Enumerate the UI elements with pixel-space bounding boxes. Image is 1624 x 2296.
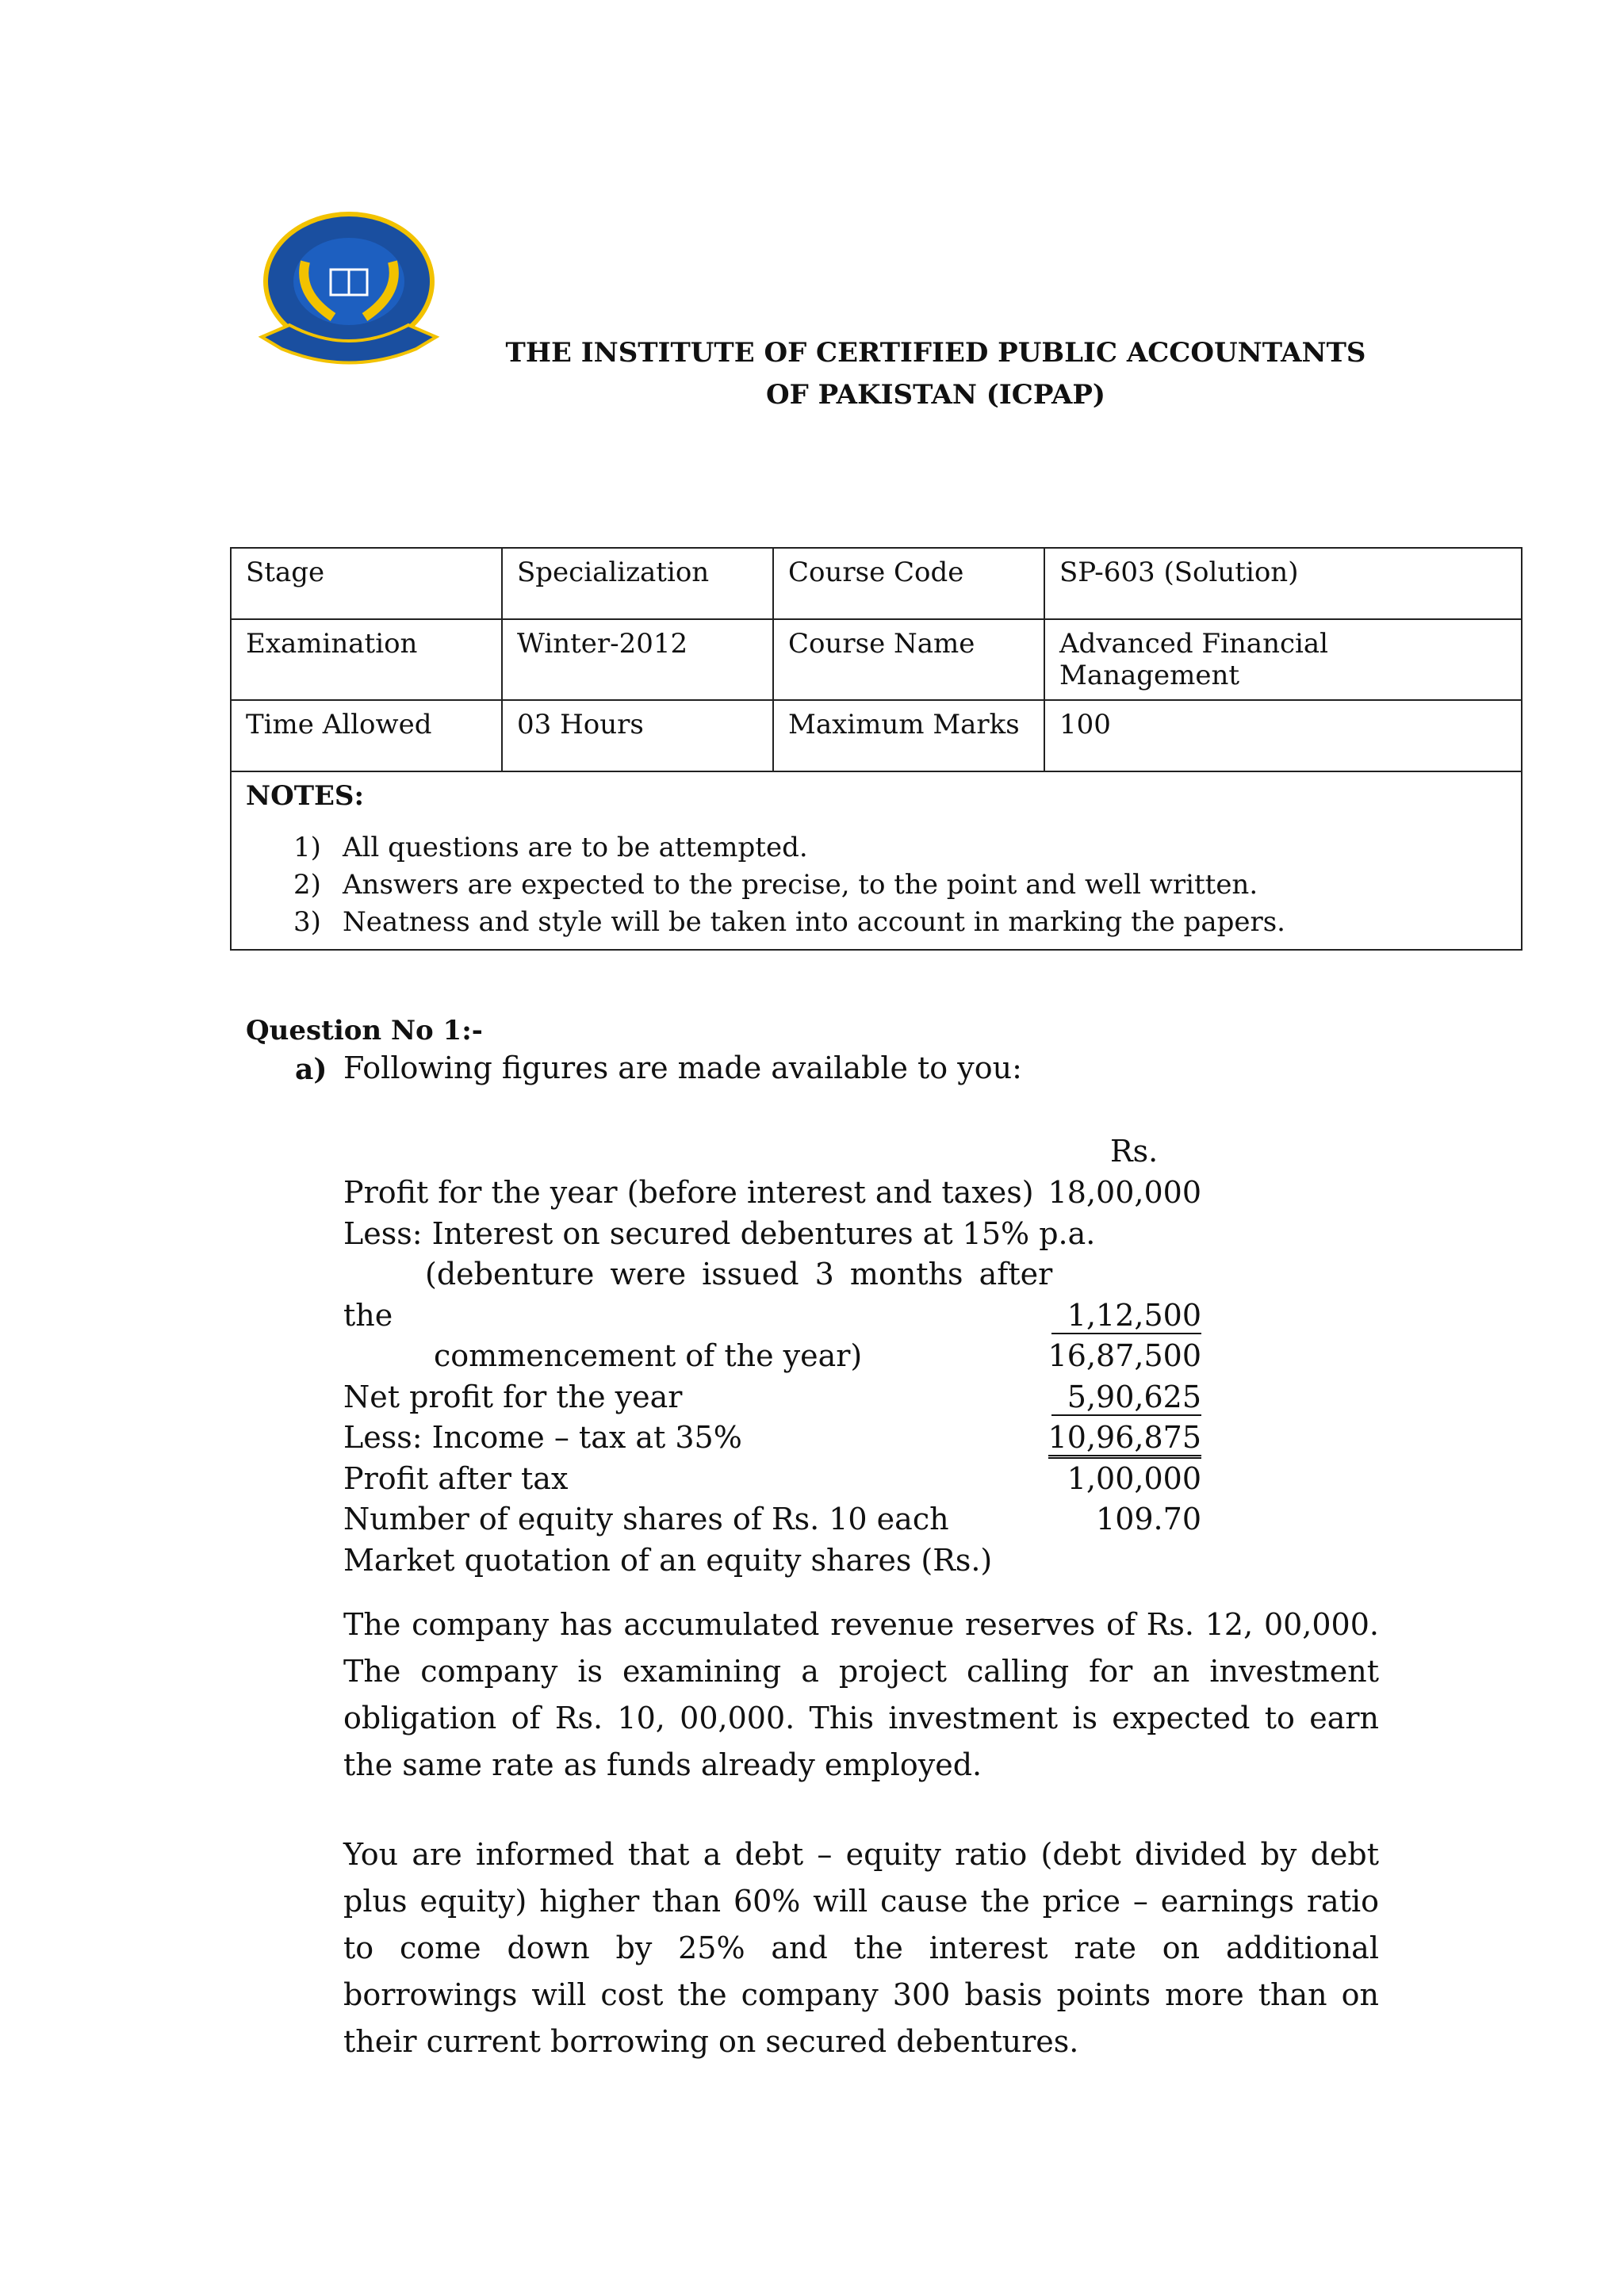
note-item [246,904,1507,941]
figure-value: 16,87,500 [1048,1338,1201,1373]
notes-title: NOTES: [246,780,365,812]
table-row [231,700,1522,771]
figure-value: 1,12,500 [1051,1298,1201,1334]
figure-label: commencement of the year) [434,1338,863,1373]
notes-list [246,829,1507,941]
table-cell: Winter-2012 [502,619,773,700]
table-cell: SP-603 (Solution) [1044,548,1522,619]
table-cell: 100 [1044,700,1522,771]
table-cell: Specialization [502,548,773,619]
table-cell: Examination [231,619,502,700]
note-item [246,829,1507,867]
note-item [246,867,1507,904]
table-row [231,619,1522,700]
figure-value: 18,00,000 [1048,1175,1201,1210]
figure-value: 5,90,625 [1051,1380,1201,1416]
notes-row [231,771,1522,950]
figure-label: Number of equity shares of Rs. 10 each [343,1502,949,1536]
figure-label: Net profit for the year [343,1380,683,1414]
table-cell: Maximum Marks [773,700,1044,771]
table-cell: Course Code [773,548,1044,619]
note-number: 1) [293,832,321,863]
table-row [231,548,1522,619]
note-text: Neatness and style will be taken into account in marking the papers. [343,906,1285,938]
figure-label: the [343,1298,393,1333]
paragraph: You are informed that a debt – equity ratio (debt divided by debt plus equity) higher than 60% will cause the price – earnings ratio to come down by 25% and the interest rate on additional borrowings will cost the company 300 basis points more than on their current borrowing on secured debentures. [343,1837,1379,2059]
table-cell: Advanced Financial Management [1044,619,1522,700]
question-intro: Following figures are made available to you: [343,1050,1022,1085]
question-title: Question No 1:- [246,1015,483,1047]
institute-title-line2: OF PAKISTAN (ICPAP) [766,379,1105,411]
currency-header: Rs. [1110,1134,1159,1169]
figure-label: Profit for the year (before interest and taxes) [343,1175,1034,1210]
table-cell: Stage [231,548,502,619]
figure-label: Less: Interest on secured debentures at 15% p.a. [343,1216,1096,1251]
institute-title-line1: THE INSTITUTE OF CERTIFIED PUBLIC ACCOUNTANTS [505,337,1366,369]
note-text: Answers are expected to the precise, to the point and well written. [343,869,1258,901]
table-cell: 03 Hours [502,700,773,771]
note-number: 3) [293,906,321,938]
figure-label: (debenture were issued 3 months after [425,1257,1053,1292]
note-text: All questions are to be attempted. [343,832,808,863]
figure-label: Market quotation of an equity shares (Rs.) [343,1543,993,1578]
table-cell: Time Allowed [231,700,502,771]
figure-label: Profit after tax [343,1461,569,1496]
figure-value: 10,96,875 [1048,1420,1201,1459]
figure-label: Less: Income – tax at 35% [343,1420,742,1455]
exam-info-table [230,547,1522,951]
figure-value: 109.70 [1096,1502,1201,1536]
note-number: 2) [293,869,321,901]
question-part-label: a) [295,1053,327,1086]
table-cell: Course Name [773,619,1044,700]
notes-cell [231,771,1522,950]
paragraph: The company has accumulated revenue reserves of Rs. 12, 00,000. The company is examining a project calling for an investment obligation of Rs. 10, 00,000. This investment is expected to earn the same rate as funds already employed. [343,1607,1379,1782]
figure-value: 1,00,000 [1067,1461,1201,1496]
